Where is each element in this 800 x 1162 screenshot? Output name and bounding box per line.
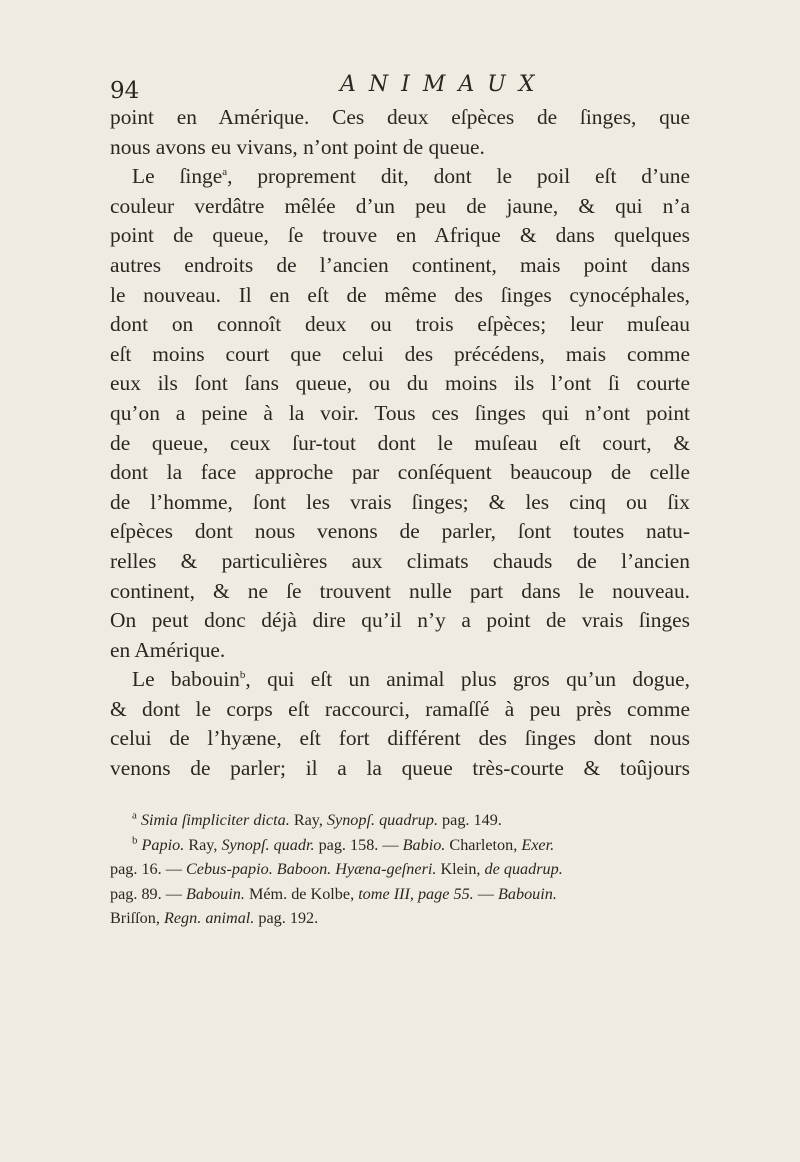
text-line: celui de l’hyæne, eſt fort différent des ſinges dont nous [110,726,690,751]
text-line: Le babouin$^b$, qui eſt un animal plus gros qu’un dogue, [132,667,691,692]
footnote-marker: a [222,166,228,179]
text-line: point de queue, ſe trouve en Afrique & dans quelques [110,223,690,248]
text-line: couleur verdâtre mêlée d’un peu de jaune, & qui n’a [110,193,690,218]
page-number: 94 [110,78,140,104]
text-line: dont la face approche par conſéquent beaucoup de celle [110,460,690,485]
footnote-line: pag. 89. — Babouin. Mém. de Kolbe, tome III, page 55. — Babouin. [110,884,557,903]
footnote-line: $^b$ Papio. Ray, Synopſ. quadr. pag. 158. — Babio. Charleton, Exer. [132,834,555,854]
text-line: & dont le corps eſt raccourci, ramaſſé à peu près comme [110,696,690,721]
footnote-marker: b [239,669,246,682]
footnotes [110,808,690,931]
text-line: point en Amérique. Ces deux eſpèces de ſinges, que [110,105,690,129]
text-line: eſt moins court que celui des précédens, mais comme [110,341,690,366]
text-line: en Amérique. [110,637,226,662]
text-line: qu’on a peine à la voir. Tous ces ſinges qui n’ont point [110,400,690,425]
footnote-line: Briſſon, Regn. animal. pag. 192. [110,909,319,928]
text-line: Le ſinge$^a$, proprement dit, dont le poil eſt d’une [132,164,690,189]
footnote-line: pag. 16. — Cebus-papio. Baboon. Hyæna-geſneri. Klein, de quadrup. [110,860,563,879]
page-header [110,72,690,106]
text-line: continent, & ne ſe trouvent nulle part dans le nouveau. [110,578,690,603]
footnote-line: $^a$ Simia ſimpliciter dicta. Ray, Synopſ. quadrup. pag. 149. [132,809,502,829]
text-line: relles & particulières aux climats chauds de l’ancien [110,548,690,573]
body-text [110,103,690,784]
running-head: ANIMAUX [340,72,548,97]
text-line: de queue, ceux ſur-tout dont le muſeau eſt court, & [110,430,690,455]
text-line: venons de parler; il a la queue très-courte & toûjours [110,756,690,781]
text-line: eſpèces dont nous venons de parler, ſont toutes natu- [110,519,690,544]
text-line: nous avons eu vivans, n’ont point de queue. [110,134,485,159]
text-line: dont on connoît deux ou trois eſpèces; leur muſeau [110,312,690,337]
text-line: autres endroits de l’ancien continent, mais point dans [110,252,690,277]
text-line: On peut donc déjà dire qu’il n’y a point de vrais ſinges [110,608,690,633]
text-line: de l’homme, ſont les vrais ſinges; & les cinq ou ſix [110,489,690,514]
text-line: le nouveau. Il en eſt de même des ſinges cynocéphales, [110,282,690,307]
text-line: eux ils ſont ſans queue, ou du moins ils l’ont ſi courte [110,371,690,396]
